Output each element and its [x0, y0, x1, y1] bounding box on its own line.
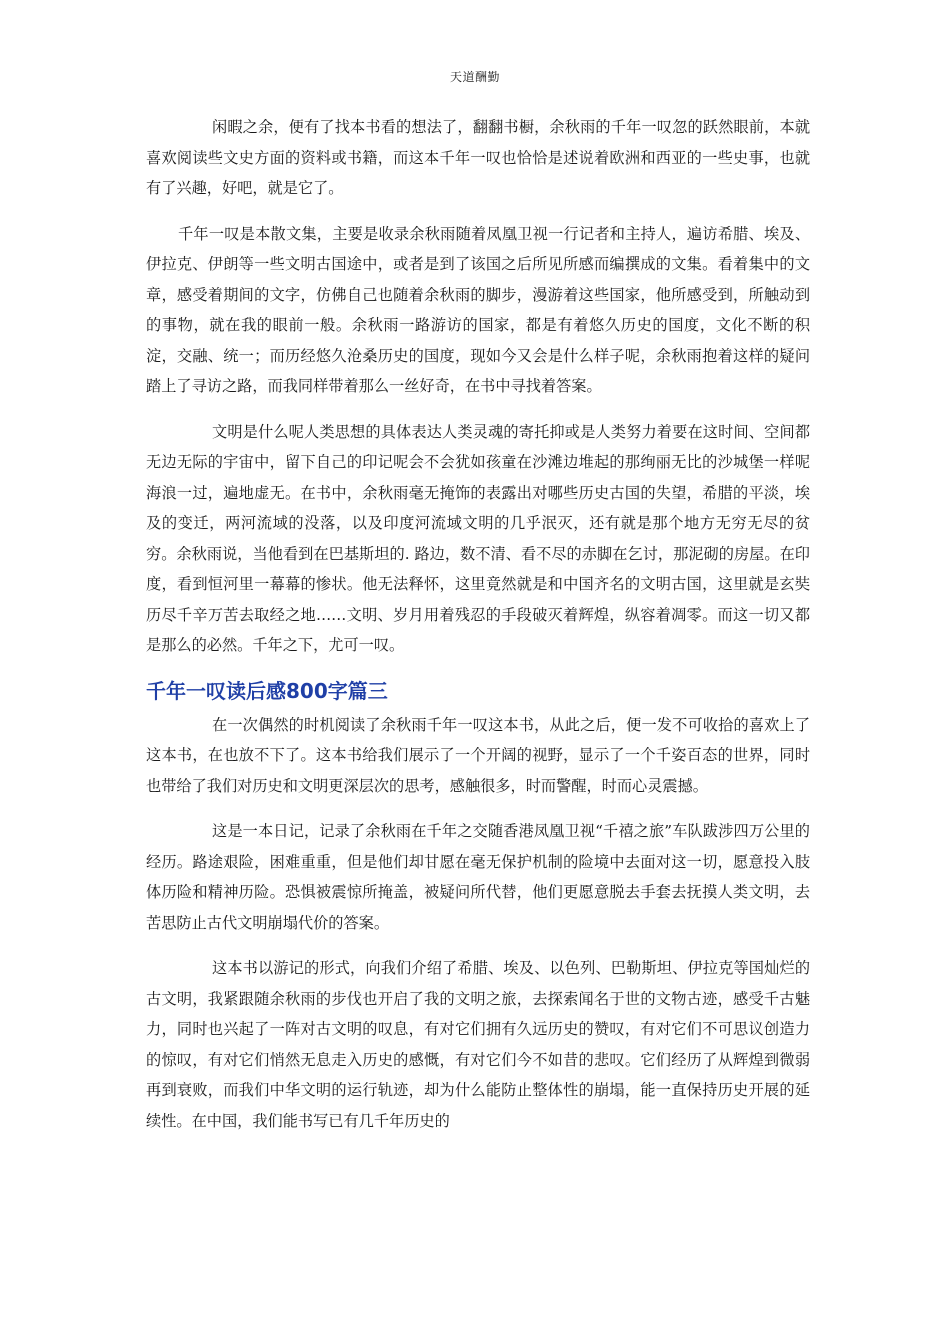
- paragraph-3: 文明是什么呢人类思想的具体表达人类灵魂的寄托抑或是人类努力着要在这时间、空间都无边无际的宇宙中，留下自己的印记呢会不会犹如孩童在沙滩边堆起的那绚丽无比的沙城堡一样呢海浪一过，遍地虚无。在书中，余秋雨毫无掩饰的表露出对哪些历史古国的失望，希腊的平淡，埃及的变迁，两河流域的没落，以及印度河流域文明的几乎泯灭，还有就是那个地方无穷无尽的贫穷。余秋雨说，当他看到在巴基斯坦的. 路边，数不清、看不尽的赤脚在乞讨，那泥砌的房屋。在印度，看到恒河里一幕幕的惨状。他无法释怀，这里竟然就是和中国齐名的文明古国，这里就是玄奘历尽千辛万苦去取经之地……文明、岁月用着残忍的手段破灭着辉煌，纵容着凋零。而这一切又都是那么的必然。千年之下，尤可一叹。: [146, 422, 810, 654]
- section-heading: 千年一叹读后感800字篇三: [146, 678, 388, 703]
- paragraph-5: 这是一本日记，记录了余秋雨在千年之交随香港凤凰卫视“千禧之旅”车队跋涉四万公里的经历。路途艰险，困难重重，但是他们却甘愿在毫无保护机制的险境中去面对这一切，愿意投入肢体历险和精神历险。恐惧被震惊所掩盖，被疑问所代替，他们更愿意脱去手套去抚摸人类文明，去苦思防止古代文明崩塌代价的答案。: [146, 822, 810, 932]
- paragraph-2: 千年一叹是本散文集，主要是收录余秋雨随着凤凰卫视一行记者和主持人，遍访希腊、埃及、伊拉克、伊朗等一些文明古国途中，或者是到了该国之后所见所感而编撰成的文集。看着集中的文章，感受着期间的文字，仿佛自己也随着余秋雨的脚步，漫游着这些国家，他所感受到，所触动到的事物，就在我的眼前一般。余秋雨一路游访的国家，都是有着悠久历史的国度，文化不断的积淀，交融、统一；而历经悠久沧桑历史的国度，现如今又会是什么样子呢，余秋雨抱着这样的疑问踏上了寻访之路，而我同样带着那么一丝好奇，在书中寻找着答案。: [146, 224, 810, 395]
- document-body: [146, 112, 810, 1151]
- paragraph-6: 这本书以游记的形式，向我们介绍了希腊、埃及、以色列、巴勒斯坦、伊拉克等国灿烂的古文明，我紧跟随余秋雨的步伐也开启了我的文明之旅，去探索闻名于世的文物古迹，感受千古魅力，同时也兴起了一阵对古文明的叹息，有对它们拥有久远历史的赞叹，有对它们不可思议创造力的惊叹，有对它们悄然无息走入历史的感慨，有对它们今不如昔的悲叹。它们经历了从辉煌到微弱再到衰败，而我们中华文明的运行轨迹，却为什么能防止整体性的崩塌，能一直保持历史开展的延续性。在中国，我们能书写已有几千年历史的: [146, 959, 810, 1130]
- page-header: 天道酬勤: [449, 70, 500, 84]
- paragraph-4: 在一次偶然的时机阅读了余秋雨千年一叹这本书，从此之后，便一发不可收拾的喜欢上了这本书，在也放不下了。这本书给我们展示了一个开阔的视野，显示了一个千姿百态的世界，同时也带给了我们对历史和文明更深层次的思考，感触很多，时而警醒，时而心灵震撼。: [146, 715, 810, 795]
- paragraph-1: 闲暇之余，便有了找本书看的想法了，翻翻书橱，余秋雨的千年一叹忽的跃然眼前，本就喜欢阅读些文史方面的资料或书籍，而这本千年一叹也恰恰是述说着欧洲和西亚的一些史事，也就有了兴趣，好吧，就是它了。: [146, 118, 810, 197]
